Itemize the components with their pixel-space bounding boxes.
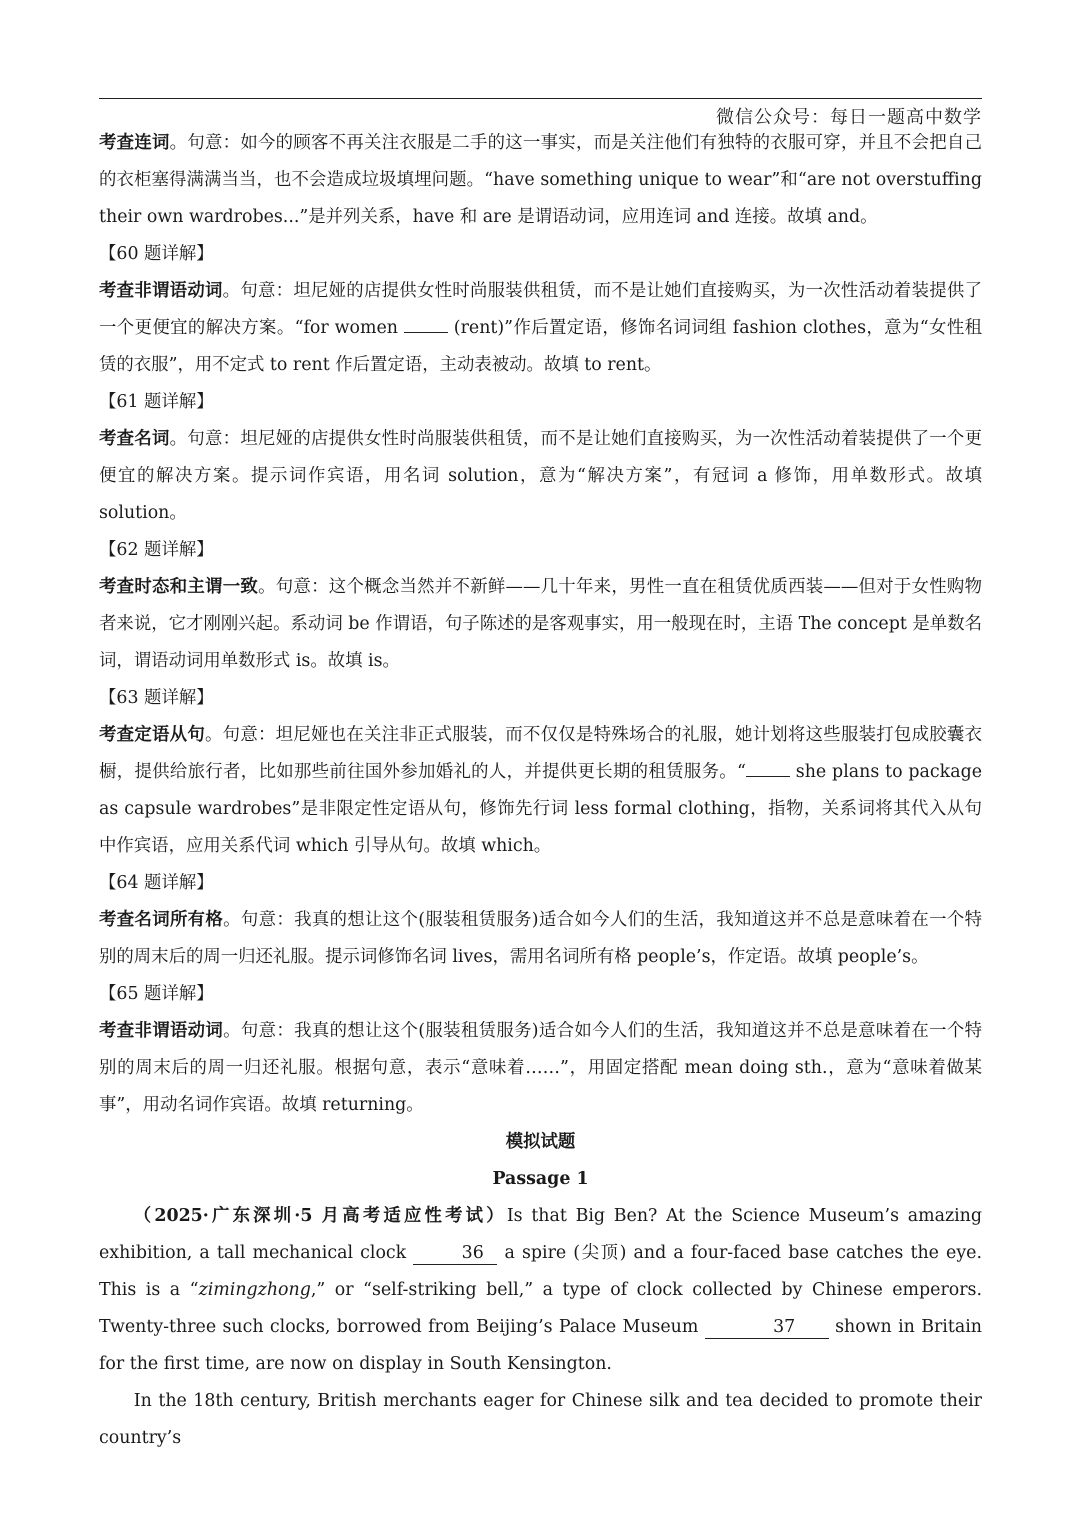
section-title: [99, 1124, 982, 1161]
q63-heading: 【63 题详解】: [99, 688, 214, 708]
q63-blank: [746, 776, 790, 777]
q61-text: 。句意：坦尼娅的店提供女性时尚服装供租赁，而不是让她们直接购买，为一次性活动着装提供了一个更便宜的解决方案。提示词作宾语，用名词 solution，意为“解决方案”，有冠词 a 修饰，用单数形式。故填 solution。: [99, 429, 982, 523]
blank-37: 37: [705, 1316, 829, 1339]
q65-tag: 考查非谓语动词: [99, 1021, 224, 1041]
q59-paragraph: [99, 125, 982, 236]
q61-tag: 考查名词: [99, 429, 170, 449]
q63-text-a: 。句意：坦尼娅也在关注非正式服装，而不仅仅是特殊场合的礼服，她计划将这些服装打包成胶囊衣橱，提供给旅行者，比如那些前往国外参加婚礼的人，并提供更长期的租赁服务。“: [99, 725, 982, 782]
q64-paragraph: [99, 902, 982, 976]
header-wechat: 微信公众号：每日一题高中数学: [716, 107, 982, 128]
q65-paragraph: [99, 1013, 982, 1124]
passage-p1-b: a spire (尖顶) and a four-faced base catches the eye. This is a “: [99, 1243, 982, 1300]
q60-text-a: 。句意：坦尼娅的店提供女性时尚服装供租赁，而不是让她们直接购买，为一次性活动着装提供了一个更便宜的解决方案。“for women: [99, 281, 982, 338]
q64-tag: 考查名词所有格: [99, 910, 224, 930]
q62-paragraph: [99, 569, 982, 680]
passage-paragraph-1: [99, 1198, 982, 1383]
passage-source: （2025·广东深圳·5 月高考适应性考试）: [133, 1206, 507, 1226]
blank-36: 36: [413, 1242, 497, 1265]
q65-heading: 【65 题详解】: [99, 984, 214, 1004]
q62-tag: 考查时态和主谓一致: [99, 577, 259, 597]
document-body: [99, 125, 982, 1457]
q60-heading: 【60 题详解】: [99, 244, 214, 264]
q62-heading: 【62 题详解】: [99, 540, 214, 560]
q59-tag: 考查连词: [99, 133, 170, 153]
passage-paragraph-2: In the 18th century, British merchants eager for Chinese silk and tea decided to promote their country’s: [99, 1391, 982, 1448]
header-rule: [99, 98, 982, 99]
q61-paragraph: [99, 421, 982, 532]
q60-tag: 考查非谓语动词: [99, 281, 223, 301]
passage-term: zimingzhong: [198, 1280, 311, 1300]
q61-heading: 【61 题详解】: [99, 392, 214, 412]
passage-p1-c: ,” or “self-striking bell,” a type of clock collected by Chinese emperors. Twenty-three such clocks, borrowed from Beijing’s Palace Museum: [99, 1280, 982, 1337]
passage-p1-a: Is that Big Ben? At the Science Museum’s amazing exhibition, a tall mechanical clock: [99, 1206, 982, 1263]
q63-paragraph: [99, 717, 982, 865]
q59-text: 。句意：如今的顾客不再关注衣服是二手的这一事实，而是关注他们有独特的衣服可穿，并且不会把自己的衣柜塞得满满当当，也不会造成垃圾填埋问题。“have something unique to wear”和“are not overstuffing their own wardrobes...”是并列关系，have 和 are 是谓语动词，应用连词 and 连接。故填 and。: [99, 133, 982, 227]
q65-text: 。句意：我真的想让这个(服装租赁服务)适合如今人们的生活，我知道这并不总是意味着在一个特别的周末后的周一归还礼服。根据句意，表示“意味着……”，用固定搭配 mean doing sth.，意为“意味着做某事”，用动名词作宾语。故填 returning。: [99, 1021, 982, 1115]
q60-blank: [404, 332, 448, 333]
q63-tag: 考查定语从句: [99, 725, 205, 745]
passage-title-text: Passage 1: [492, 1169, 589, 1189]
q60-text-b: (rent)”作后置定语，修饰名词词组 fashion clothes，意为“女性租赁的衣服”，用不定式 to rent 作后置定语，主动表被动。故填 to rent。: [99, 318, 982, 375]
q64-text: 。句意：我真的想让这个(服装租赁服务)适合如今人们的生活，我知道这并不总是意味着在一个特别的周末后的周一归还礼服。提示词修饰名词 lives，需用名词所有格 people’s，作定语。故填 people’s。: [99, 910, 982, 967]
q64-heading: 【64 题详解】: [99, 873, 214, 893]
passage-p1-d: shown in Britain for the first time, are now on display in South Kensington.: [99, 1317, 982, 1374]
section-title-text: 模拟试题: [505, 1132, 576, 1152]
q63-text-b: she plans to package as capsule wardrobes”是非限定性定语从句，修饰先行词 less formal clothing，指物，关系词将其代入从句中作宾语，应用关系代词 which 引导从句。故填 which。: [99, 762, 982, 856]
q60-paragraph: [99, 273, 982, 384]
passage-title: [99, 1161, 982, 1198]
q62-text: 。句意：这个概念当然并不新鲜——几十年来，男性一直在租赁优质西装——但对于女性购物者来说，它才刚刚兴起。系动词 be 作谓语，句子陈述的是客观事实，用一般现在时，主语 The concept 是单数名词，谓语动词用单数形式 is。故填 is。: [99, 577, 982, 671]
